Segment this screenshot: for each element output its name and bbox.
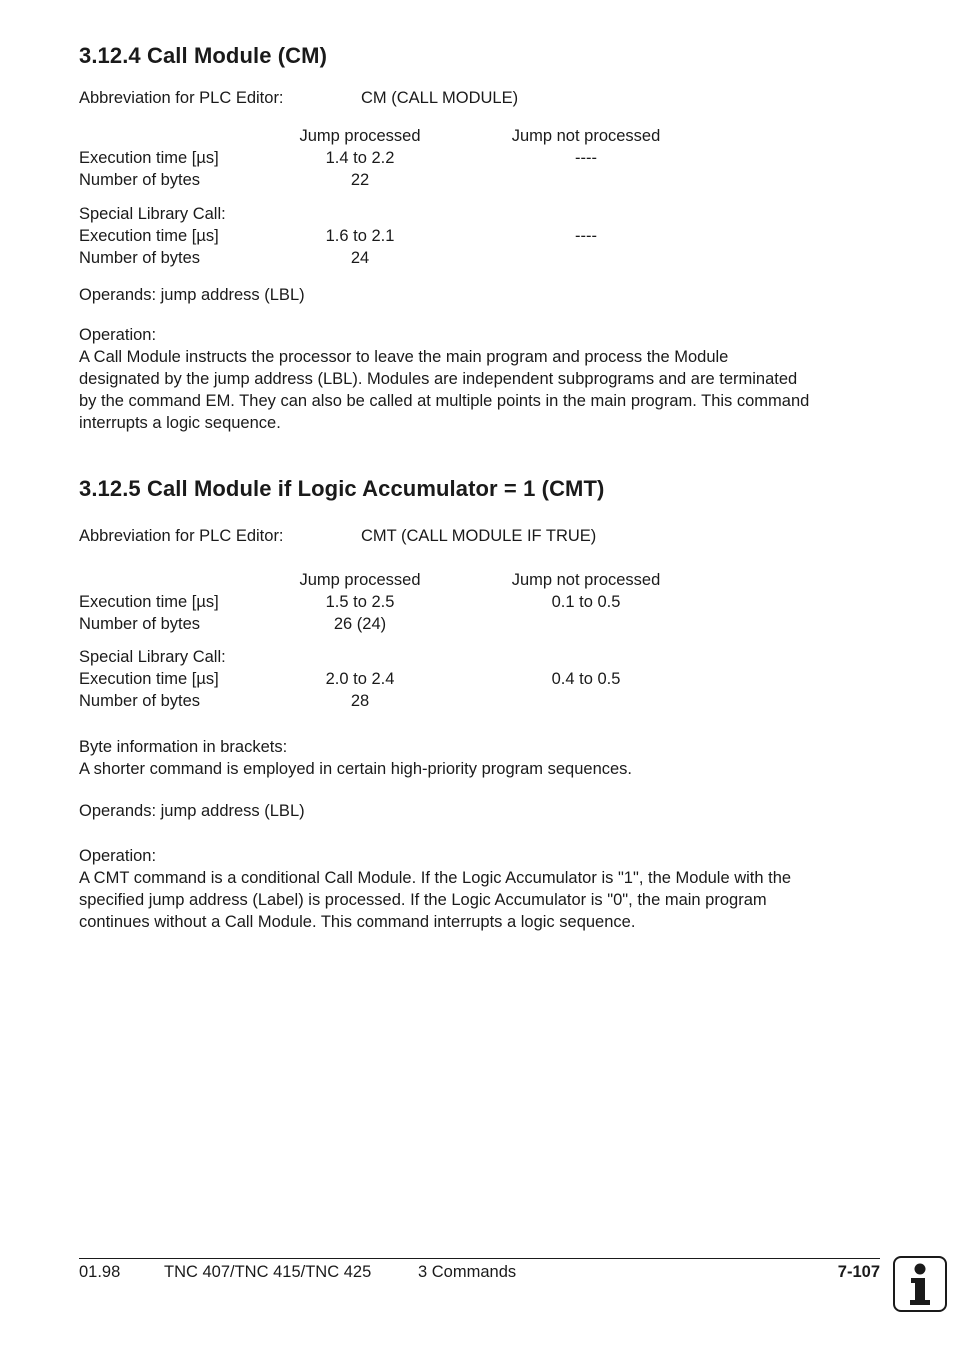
operation-line: designated by the jump address (LBL). Modules are independent subprograms and are terminated	[79, 370, 798, 388]
section-heading-cmt: 3.12.5 Call Module if Logic Accumulator = 1 (CMT)	[79, 476, 605, 501]
operation-label: Operation:	[79, 326, 157, 344]
row-jump-value: 1.4 to 2.2	[325, 149, 395, 167]
operands-text: Operands: jump address (LBL)	[79, 802, 305, 820]
row-label: Number of bytes	[79, 615, 201, 633]
row-jump-value: 2.0 to 2.4	[325, 670, 395, 688]
operation-line: specified jump address (Label) is processed. If the Logic Accumulator is "0", the main program	[79, 891, 767, 909]
abbr-value: CM (CALL MODULE)	[361, 89, 519, 107]
row-jump-value: 26 (24)	[333, 615, 387, 633]
row-nojump-value: ----	[575, 227, 597, 245]
row-nojump-value: 0.4 to 0.5	[551, 670, 621, 688]
operation-paragraph	[79, 845, 889, 933]
row-label: Execution time [µs]	[79, 670, 219, 688]
row-label: Execution time [µs]	[79, 149, 219, 167]
footer-chapter: 3 Commands	[418, 1263, 517, 1281]
row-label: Execution time [µs]	[79, 227, 219, 245]
row-label: Execution time [µs]	[79, 593, 219, 611]
col-header-jump: Jump processed	[299, 571, 421, 589]
operation-line: by the command EM. They can also be called at multiple points in the main program. This command	[79, 392, 810, 410]
footer-product: TNC 407/TNC 415/TNC 425	[164, 1263, 372, 1281]
operation-line: interrupts a logic sequence.	[79, 414, 281, 432]
special-label: Special Library Call:	[79, 648, 226, 666]
row-nojump-value: 0.1 to 0.5	[551, 593, 621, 611]
bracket-label: Byte information in brackets:	[79, 738, 288, 756]
row-label: Number of bytes	[79, 171, 201, 189]
row-jump-value: 28	[350, 692, 370, 710]
operation-label: Operation:	[79, 847, 157, 865]
row-label: Number of bytes	[79, 249, 201, 267]
special-label: Special Library Call:	[79, 205, 226, 223]
abbr-value: CMT (CALL MODULE IF TRUE)	[361, 527, 597, 545]
operation-line: A CMT command is a conditional Call Module. If the Logic Accumulator is "1", the Module with the	[79, 869, 792, 887]
footer-date: 01.98	[79, 1263, 121, 1281]
operation-line: continues without a Call Module. This command interrupts a logic sequence.	[79, 913, 636, 931]
operation-line: A Call Module instructs the processor to leave the main program and process the Module	[79, 348, 729, 366]
operation-paragraph	[79, 324, 889, 434]
row-jump-value: 22	[350, 171, 370, 189]
row-jump-value: 1.6 to 2.1	[325, 227, 395, 245]
info-icon	[893, 1256, 947, 1312]
col-header-jump: Jump processed	[299, 127, 421, 145]
col-header-nojump: Jump not processed	[511, 571, 661, 589]
abbr-label: Abbreviation for PLC Editor:	[79, 89, 284, 107]
abbr-label: Abbreviation for PLC Editor:	[79, 527, 284, 545]
bracket-text: A shorter command is employed in certain high-priority program sequences.	[79, 760, 633, 778]
row-label: Number of bytes	[79, 692, 201, 710]
footer-page-number: 7-107	[837, 1263, 880, 1281]
col-header-nojump: Jump not processed	[511, 127, 661, 145]
operands-text: Operands: jump address (LBL)	[79, 286, 305, 304]
section-heading-cm: 3.12.4 Call Module (CM)	[79, 43, 328, 68]
row-nojump-value: ----	[575, 149, 597, 167]
info-icon-glyph	[895, 1258, 945, 1310]
row-jump-value: 24	[350, 249, 370, 267]
row-jump-value: 1.5 to 2.5	[325, 593, 395, 611]
bracket-note	[79, 736, 889, 780]
footer-rule	[79, 1258, 880, 1259]
